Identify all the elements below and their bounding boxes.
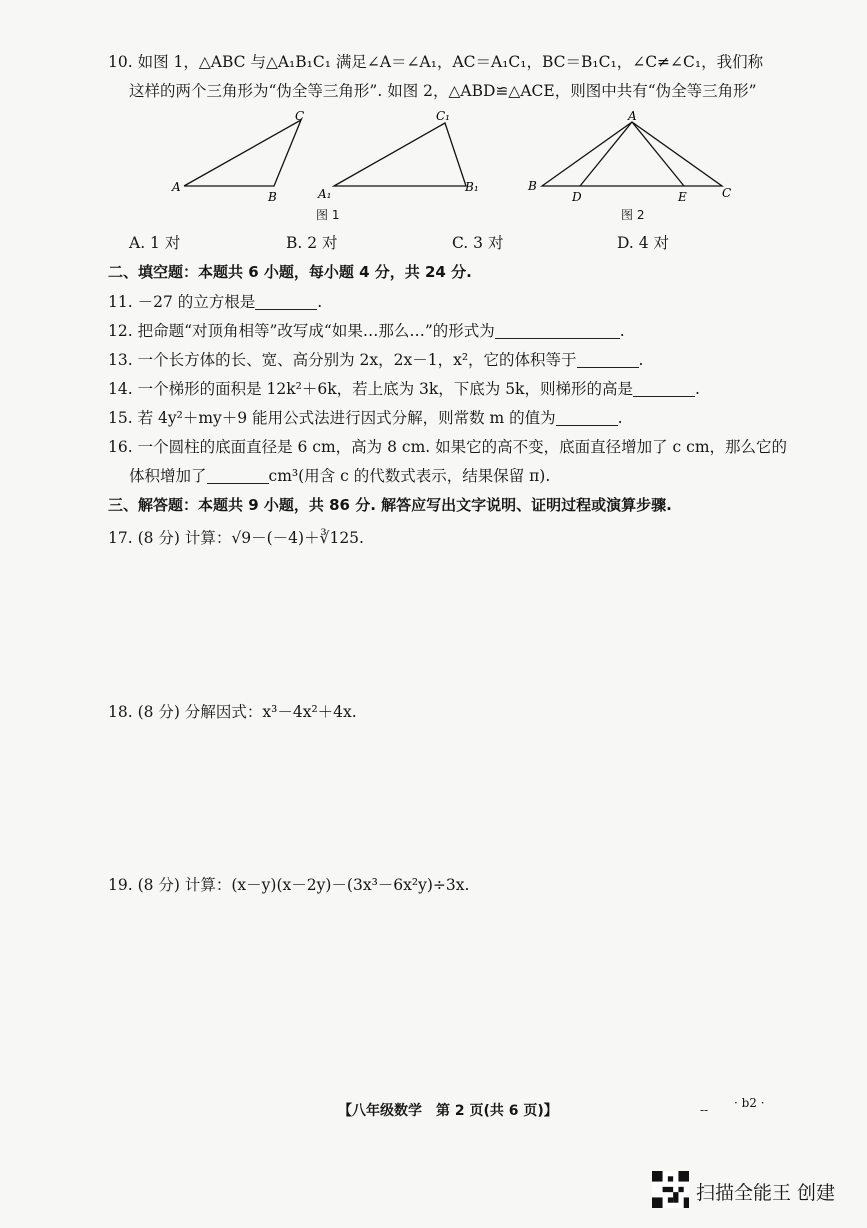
label-A: A bbox=[172, 180, 181, 194]
q12: 12. 把命题“对顶角相等”改写成“如果…那么…”的形式为 . bbox=[108, 322, 625, 340]
q16-blank[interactable] bbox=[207, 467, 269, 484]
option-b: B. 2 对 bbox=[286, 234, 338, 252]
triangle-abc-edges bbox=[168, 108, 488, 204]
q10-line1: 10. 如图 1，△ABC 与△A₁B₁C₁ 满足∠A＝∠A₁，AC＝A₁C₁，BC＝B₁C₁，∠C≠∠C₁，我们称 bbox=[108, 53, 764, 71]
label-A2: A bbox=[628, 110, 637, 123]
q14: 14. 一个梯形的面积是 12k²＋6k，若上底为 3k，下底为 5k，则梯形的高是 . bbox=[108, 380, 700, 398]
qr-code-icon bbox=[652, 1171, 689, 1208]
fig1-caption: 图 1 bbox=[316, 208, 340, 222]
label-B1: B₁ bbox=[465, 180, 479, 194]
q11: 11. －27 的立方根是 . bbox=[108, 293, 323, 311]
section-2-heading: 二、填空题：本题共 6 小题，每小题 4 分，共 24 分. bbox=[108, 263, 472, 281]
option-c: C. 3 对 bbox=[452, 234, 504, 252]
q10-line2: 这样的两个三角形为“伪全等三角形”. 如图 2，△ABD≌△ACE，则图中共有“伪全等三角形” bbox=[129, 82, 757, 100]
q13-blank[interactable] bbox=[577, 351, 639, 368]
triangle-abc-2 bbox=[542, 122, 722, 186]
label-A1: A₁ bbox=[318, 187, 332, 201]
label-D2: D bbox=[572, 190, 582, 204]
q17: 17. (8 分) 计算：√9－(－4)＋∛125. bbox=[108, 529, 364, 547]
label-B2: B bbox=[528, 179, 537, 193]
label-C1: C₁ bbox=[436, 109, 450, 123]
q15: 15. 若 4y²＋my＋9 能用公式法进行因式分解，则常数 m 的值为 . bbox=[108, 409, 623, 427]
fig2-caption: 图 2 bbox=[621, 208, 645, 222]
q12-blank[interactable] bbox=[495, 322, 620, 339]
q14-blank[interactable] bbox=[633, 380, 695, 397]
footer-dash: -- bbox=[700, 1103, 709, 1117]
q16-line2: 体积增加了 cm³(用含 c 的代数式表示，结果保留 π). bbox=[129, 467, 551, 485]
section-3-heading: 三、解答题：本题共 9 小题，共 86 分. 解答应写出文字说明、证明过程或演算步骤. bbox=[108, 496, 672, 514]
page-footer: 【八年级数学 第 2 页(共 6 页)】 bbox=[338, 1103, 558, 1119]
q11-blank[interactable] bbox=[255, 293, 317, 310]
q16-line1: 16. 一个圆柱的底面直径是 6 cm，高为 8 cm. 如果它的高不变，底面直径增加了 c cm，那么它的 bbox=[108, 438, 788, 456]
watermark-text: 扫描全能王 创建 bbox=[696, 1182, 836, 1204]
label-B: B bbox=[268, 190, 277, 204]
q15-blank[interactable] bbox=[556, 409, 618, 426]
footer-code: · b2 · bbox=[734, 1096, 765, 1110]
q19: 19. (8 分) 计算：(x－y)(x－2y)－(3x³－6x²y)÷3x. bbox=[108, 876, 470, 894]
figure-2 bbox=[522, 110, 742, 206]
q13: 13. 一个长方体的长、宽、高分别为 2x，2x－1，x²，它的体积等于 . bbox=[108, 351, 644, 369]
label-C: C bbox=[295, 109, 305, 123]
label-C2: C bbox=[722, 186, 732, 200]
q18: 18. (8 分) 分解因式：x³－4x²＋4x. bbox=[108, 703, 357, 721]
option-d: D. 4 对 bbox=[617, 234, 670, 252]
label-E2: E bbox=[678, 190, 687, 204]
option-a: A. 1 对 bbox=[129, 234, 181, 252]
